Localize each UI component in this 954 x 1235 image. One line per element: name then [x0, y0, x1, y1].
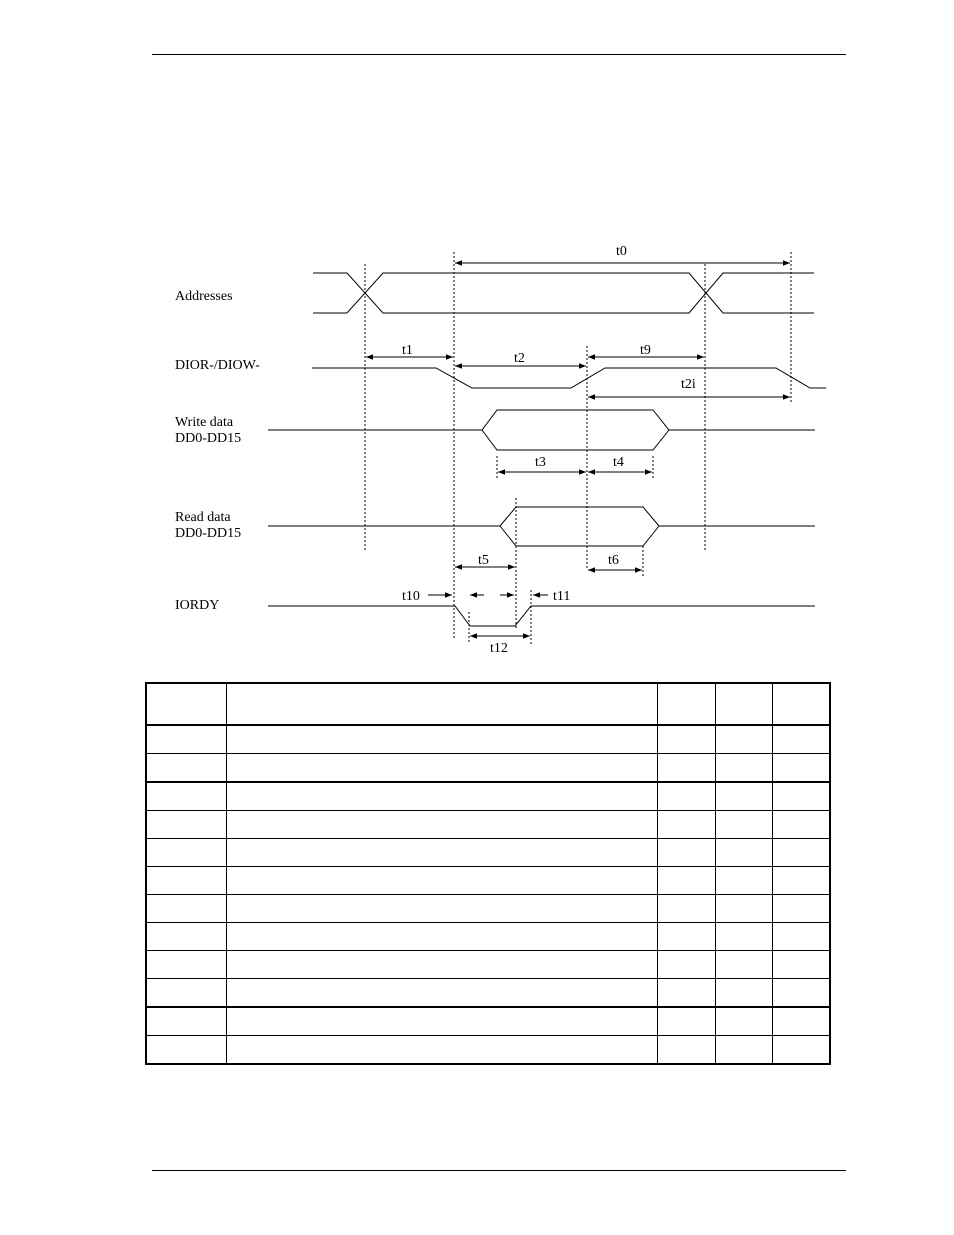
label-t3: t3 — [535, 455, 546, 470]
table-cell — [715, 754, 772, 783]
table-cell — [146, 923, 226, 951]
timing-table — [145, 682, 831, 1065]
label-t11: t11 — [553, 589, 571, 604]
table-header-row — [146, 683, 830, 725]
table-cell — [146, 895, 226, 923]
header-cell — [146, 683, 226, 725]
label-t6: t6 — [608, 553, 619, 568]
label-iordy: IORDY — [175, 598, 220, 613]
table-row — [146, 867, 830, 895]
table-cell — [715, 867, 772, 895]
table-body — [146, 725, 830, 1064]
table-cell — [226, 725, 657, 754]
table-cell — [657, 782, 715, 811]
table-row — [146, 895, 830, 923]
label-t9: t9 — [640, 343, 651, 358]
table-cell — [657, 979, 715, 1008]
label-t10: t10 — [402, 589, 420, 604]
table-row — [146, 979, 830, 1008]
table-cell — [226, 895, 657, 923]
table-row — [146, 839, 830, 867]
table-cell — [772, 979, 830, 1008]
table-cell — [146, 839, 226, 867]
table-cell — [657, 839, 715, 867]
table-cell — [226, 811, 657, 839]
table-cell — [146, 725, 226, 754]
table-cell — [657, 923, 715, 951]
table-cell — [772, 867, 830, 895]
table-row — [146, 811, 830, 839]
iordy-waveform — [268, 606, 815, 626]
table-cell — [146, 867, 226, 895]
table-cell — [772, 1007, 830, 1036]
table-cell — [772, 951, 830, 979]
table-cell — [772, 895, 830, 923]
address-waveform-bottom — [313, 273, 814, 313]
table-row — [146, 725, 830, 754]
label-t0: t0 — [616, 244, 627, 259]
table-cell — [146, 1036, 226, 1065]
table-row — [146, 951, 830, 979]
table-cell — [715, 782, 772, 811]
table-cell — [146, 951, 226, 979]
table-cell — [226, 754, 657, 783]
table-cell — [772, 839, 830, 867]
footer-rule — [152, 1170, 846, 1171]
table-cell — [772, 754, 830, 783]
table-row — [146, 782, 830, 811]
table-cell — [146, 754, 226, 783]
table-cell — [772, 782, 830, 811]
table-cell — [715, 811, 772, 839]
read-data-waveform — [268, 507, 815, 546]
table-cell — [146, 782, 226, 811]
table-cell — [772, 1036, 830, 1065]
table-cell — [226, 839, 657, 867]
header-cell — [715, 683, 772, 725]
label-write-data-1: Write data — [175, 415, 234, 430]
table-cell — [715, 839, 772, 867]
table-cell — [657, 951, 715, 979]
table-cell — [715, 923, 772, 951]
table-cell — [226, 1036, 657, 1065]
table-cell — [772, 811, 830, 839]
label-t4: t4 — [613, 455, 624, 470]
table-cell — [226, 867, 657, 895]
label-t5: t5 — [478, 553, 489, 568]
label-addresses: Addresses — [175, 289, 233, 304]
table-cell — [715, 725, 772, 754]
table-row — [146, 1007, 830, 1036]
table-cell — [715, 979, 772, 1008]
reference-lines — [365, 252, 791, 644]
table-cell — [226, 979, 657, 1008]
table-cell — [715, 1007, 772, 1036]
table-cell — [657, 754, 715, 783]
table-cell — [715, 1036, 772, 1065]
table-cell — [657, 811, 715, 839]
label-read-data-2: DD0-DD15 — [175, 526, 242, 541]
table-cell — [657, 725, 715, 754]
label-t2: t2 — [514, 351, 525, 366]
label-t2i: t2i — [681, 377, 696, 392]
table-cell — [715, 895, 772, 923]
table-cell — [226, 782, 657, 811]
dior-diow-waveform — [312, 368, 826, 388]
address-waveform-top — [313, 273, 814, 313]
table-cell — [772, 725, 830, 754]
label-dior-diow: DIOR-/DIOW- — [175, 358, 260, 373]
table-cell — [226, 923, 657, 951]
write-data-waveform — [268, 410, 815, 450]
label-read-data-1: Read data — [175, 510, 231, 525]
table-row — [146, 1036, 830, 1065]
label-t12: t12 — [490, 641, 508, 656]
table-cell — [146, 979, 226, 1008]
table-cell — [715, 951, 772, 979]
table-row — [146, 754, 830, 783]
waveforms — [268, 273, 826, 626]
table-cell — [657, 1036, 715, 1065]
header-cell — [772, 683, 830, 725]
table-cell — [226, 1007, 657, 1036]
header-cell — [657, 683, 715, 725]
table-cell — [226, 951, 657, 979]
table-cell — [146, 1007, 226, 1036]
table-cell — [772, 923, 830, 951]
table-cell — [657, 1007, 715, 1036]
header-cell — [226, 683, 657, 725]
label-write-data-2: DD0-DD15 — [175, 431, 242, 446]
table-cell — [657, 895, 715, 923]
table-row — [146, 923, 830, 951]
label-t1: t1 — [402, 343, 413, 358]
table-cell — [146, 811, 226, 839]
table-cell — [657, 867, 715, 895]
